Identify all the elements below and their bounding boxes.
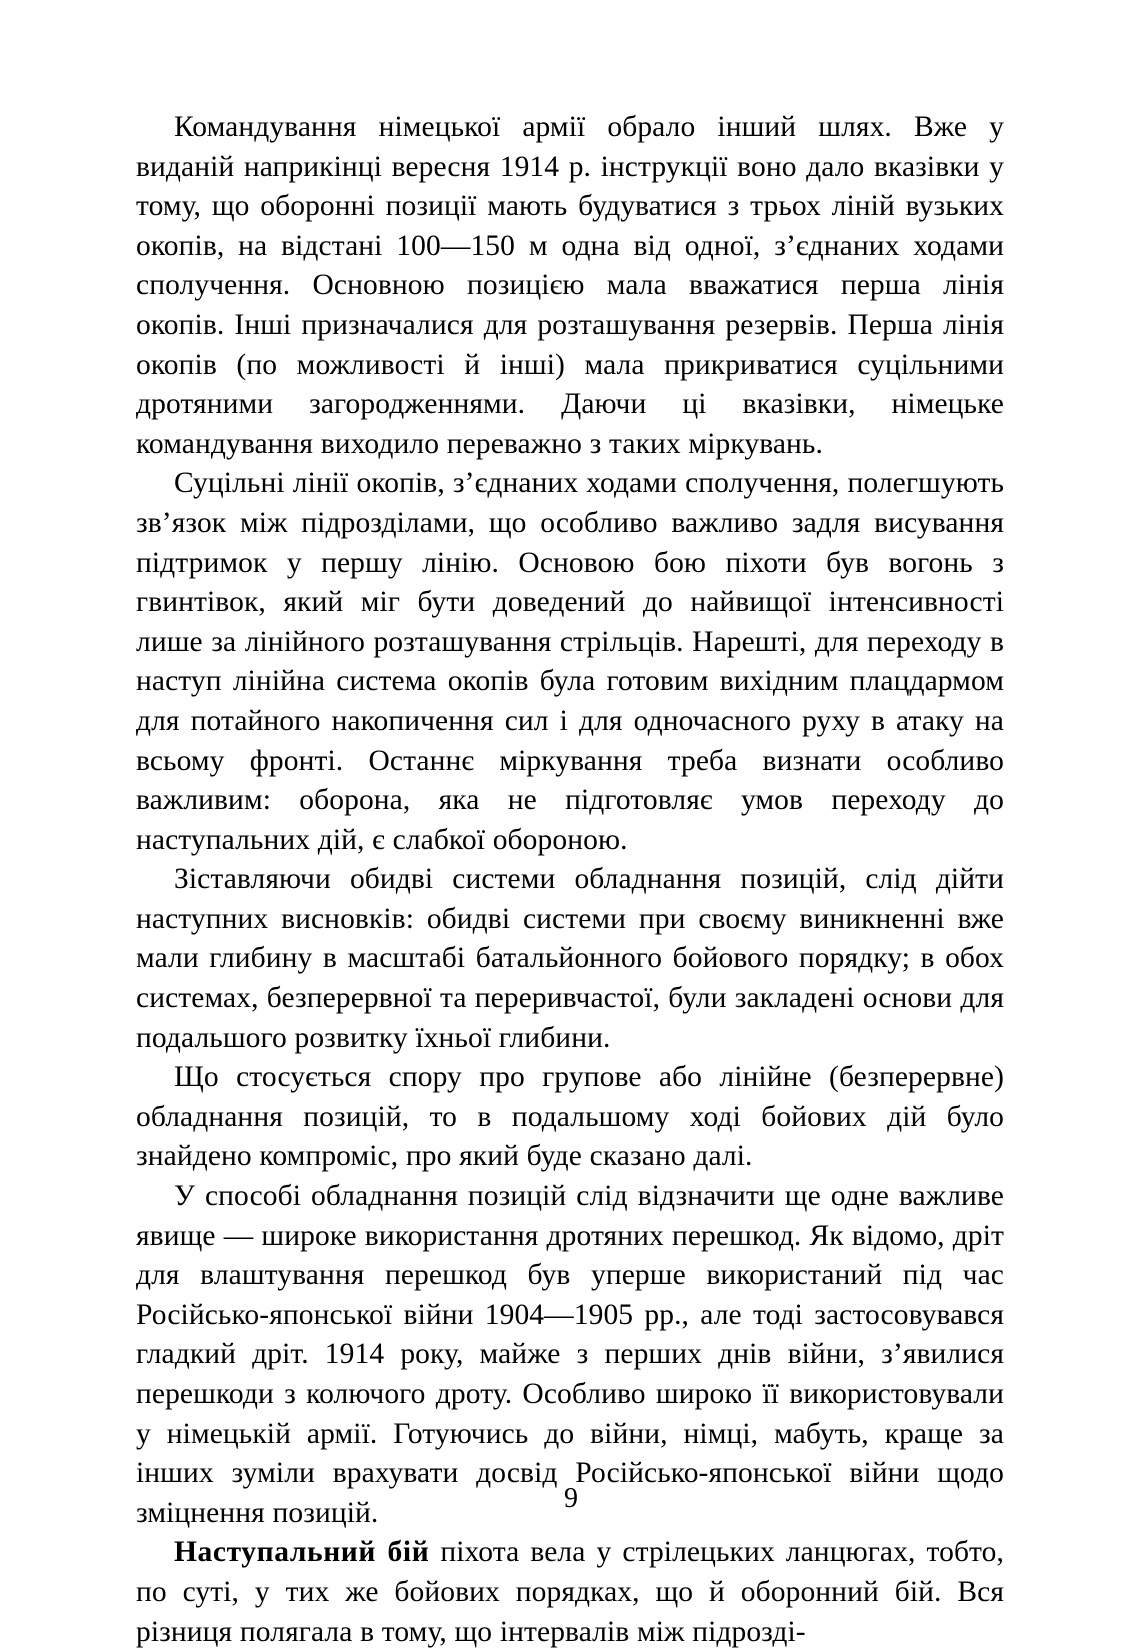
paragraph-4: Що стосується спору про групове або лінійне (безперервне) обладнання позицій, то в подальшому ході бойових дій було знайдено компроміс, про який буде сказано далі.: [136, 1061, 1004, 1173]
paragraph-1: Командування німецької армії обрало інший шлях. Вже у виданій наприкінці вересня 1914 р. інструкції воно дало вказівки у тому, що оборонні позиції мають будуватися з трьох ліній вузьких окопів, на відстані 100—150 м одна від одної, з’єднаних ходами сполучення. Основною позицією мала вважатися перша лінія окопів. Інші призначалися для розташування резервів. Перша лінія окопів (по можливості й інші) мала прикриватися суцільними дротяними загородженнями. Даючи ці вказівки, німецьке командування виходило переважно з таких міркувань.: [136, 111, 1004, 460]
body-text-column: [136, 108, 1004, 1652]
paragraph-6: [136, 1533, 1004, 1652]
paragraph-5: У способі обладнання позицій слід відзначити ще одне важливе явище — широке використання дротяних перешкод. Як відомо, дріт для влаштування перешкод був уперше використаний під час Російсько-японської війни 1904—1905 рр., але тоді застосовувався гладкий дріт. 1914 року, майже з перших днів війни, з’явилися перешкоди з колючого дроту. Особливо широко її використовували у німецькій армії. Готуючись до війни, німці, мабуть, краще за інших зуміли врахувати досвід Російсько-японської війни щодо зміцнення позицій.: [136, 1180, 1004, 1529]
paragraph-6-lead-term: Наступальний бій: [174, 1536, 430, 1569]
page-number-folio: 9: [564, 1483, 578, 1514]
paragraph-2: Суцільні лінії окопів, з’єднаних ходами сполучення, полегшують зв’язок між підрозділами, що особливо важливо задля висування підтримок у першу лінію. Основою бою піхоти був вогонь з гвинтівок, який міг бути доведений до найвищої інтенсивності лише за лінійного розташування стрільців. Нарешті, для переходу в наступ лінійна система окопів була готовим вихідним плацдармом для потайного накопичення сил і для одночасного руху в атаку на всьому фронті. Останнє міркування треба визнати особливо важливим: оборона, яка не підготовляє умов переходу до наступальних дій, є слабкої обороною.: [136, 467, 1004, 856]
paragraph-3: Зіставляючи обидві системи обладнання позицій, слід дійти наступних висновків: обидві системи при своєму виникненні вже мали глибину в масштабі батальйонного бойового порядку; в обох системах, безперервної та переривчастої, були закладені основи для подальшого розвитку їхньої глибини.: [136, 863, 1004, 1054]
paragraph-6-text: піхота вела у стрілецьких ланцюгах, тобто, по суті, у тих же бойових порядках, що й оборонний бій. Вся різниця полягала в тому, що інтервалів між підрозді-: [136, 1536, 1004, 1648]
